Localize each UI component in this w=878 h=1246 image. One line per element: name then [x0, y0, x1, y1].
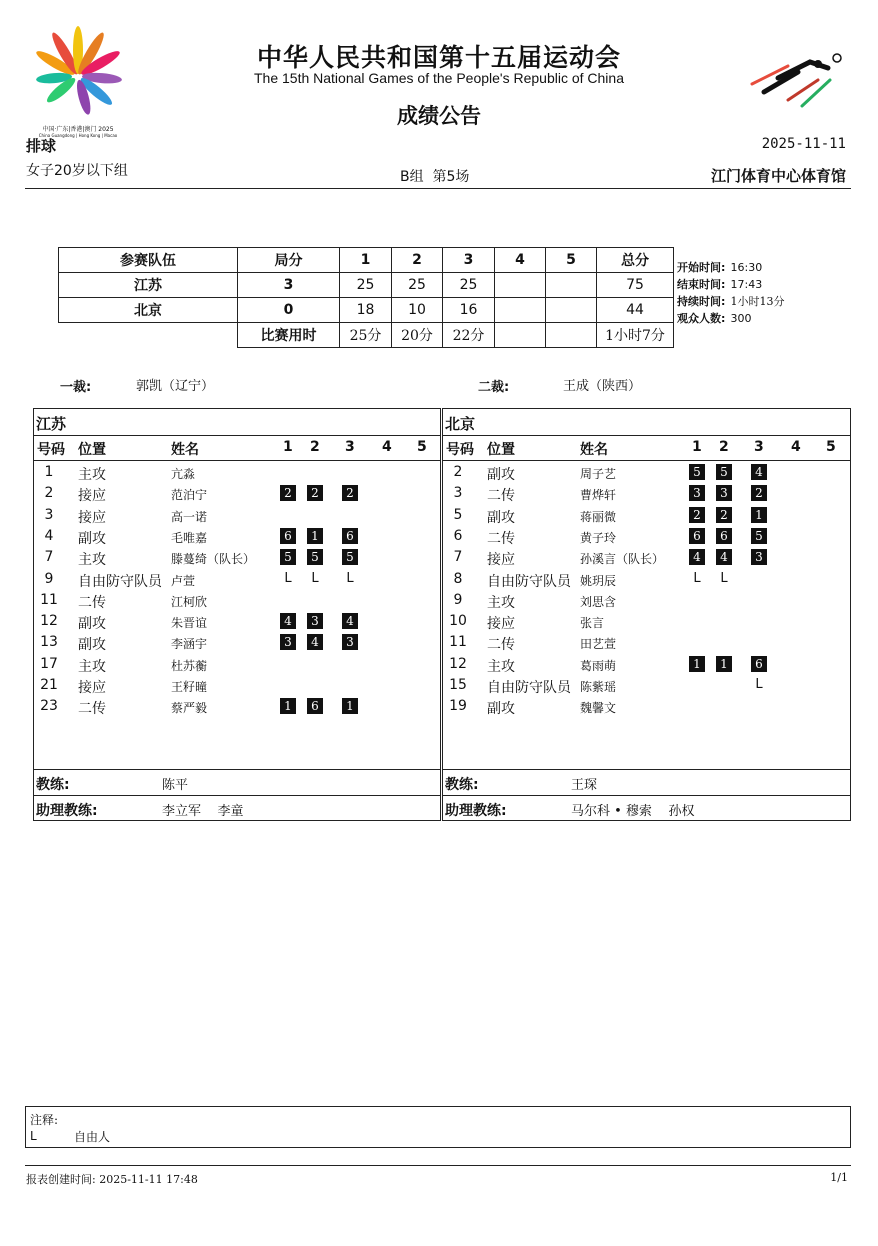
- player-name: 姚玥辰: [580, 573, 617, 588]
- player-position: 二传: [78, 594, 106, 611]
- starting-position: 2: [280, 485, 296, 501]
- starting-position: 1: [689, 656, 705, 672]
- player-row: [34, 654, 440, 675]
- player-row: [34, 462, 440, 483]
- total-score: 75: [597, 273, 674, 298]
- player-row: [443, 526, 850, 547]
- starting-position: 5: [342, 549, 358, 565]
- set-time: 25分: [340, 323, 392, 348]
- player-name: 刘思含: [580, 594, 617, 609]
- player-row: [443, 547, 850, 568]
- col-set3: 3: [443, 248, 495, 273]
- player-position: 主攻: [78, 552, 106, 569]
- player-row: [443, 675, 850, 696]
- player-position: 二传: [487, 530, 515, 547]
- starting-position: 1: [716, 656, 732, 672]
- player-row: [34, 547, 440, 568]
- starting-position: 5: [689, 464, 705, 480]
- player-row: [443, 696, 850, 717]
- starting-position: 4: [689, 549, 705, 565]
- coach-label: 教练:: [36, 777, 70, 793]
- starting-position: 3: [716, 485, 732, 501]
- roster-divider: [34, 460, 440, 461]
- coach-name: 陈平: [162, 778, 189, 793]
- empty-cell: [59, 323, 238, 348]
- player-name: 张言: [580, 616, 605, 631]
- player-row: [443, 654, 850, 675]
- player-row: [34, 505, 440, 526]
- roster-divider: [443, 435, 850, 436]
- score-row-team2: [59, 298, 674, 323]
- starting-position: 1: [342, 698, 358, 714]
- score-time-row: [59, 323, 674, 348]
- header-divider: [25, 188, 851, 189]
- roster-team-name: 北京: [445, 415, 476, 433]
- player-row: [34, 526, 440, 547]
- score-row-team1: [59, 273, 674, 298]
- set-time: [546, 323, 597, 348]
- page-number: 1/1: [830, 1171, 848, 1184]
- set-time: 20分: [392, 323, 443, 348]
- score-table: [58, 247, 674, 348]
- starting-position: 6: [689, 528, 705, 544]
- player-number: 17: [40, 655, 58, 672]
- notes-value: 自由人: [74, 1130, 111, 1144]
- player-number: 10: [449, 613, 467, 630]
- starting-position: 5: [751, 528, 767, 544]
- player-position: 副攻: [78, 530, 106, 547]
- total-time: 1小时7分: [597, 323, 674, 348]
- player-position: 副攻: [487, 509, 515, 526]
- player-number: 13: [40, 634, 58, 651]
- player-row: [443, 569, 850, 590]
- starting-position: 4: [716, 549, 732, 565]
- assistant-label: 助理教练:: [445, 803, 507, 819]
- player-name: 葛雨萌: [580, 658, 617, 673]
- col-sets: 局分: [238, 248, 340, 273]
- starting-position: 4: [751, 464, 767, 480]
- player-name: 高一诺: [171, 509, 208, 524]
- col-number: 号码: [446, 442, 474, 458]
- info-duration: 持续时间: 1小时13分: [677, 295, 785, 308]
- col-set1: 1: [340, 248, 392, 273]
- notes-box: [25, 1106, 851, 1148]
- col-set: 1: [283, 439, 293, 455]
- player-position: 主攻: [78, 658, 106, 675]
- set-score: 10: [392, 298, 443, 323]
- player-name: 滕蔓绮（队长）: [171, 552, 256, 567]
- libero-marker: L: [346, 570, 354, 586]
- player-position: 主攻: [78, 467, 106, 483]
- assistant-names: 李立军 李童: [162, 804, 244, 819]
- player-position: 二传: [78, 701, 106, 718]
- report-date: 2025-11-11: [761, 136, 846, 152]
- set-score: [546, 298, 597, 323]
- coach-row: [443, 769, 850, 795]
- event-name: 女子20岁以下组: [26, 163, 128, 179]
- player-name: 陈紫瑶: [580, 680, 617, 694]
- info-end: 结束时间: 17:43: [677, 278, 763, 291]
- first-referee: 郭凯（辽宁）: [136, 379, 215, 394]
- set-score: 16: [443, 298, 495, 323]
- set-score: 25: [392, 273, 443, 298]
- roster-divider: [34, 435, 440, 436]
- team-name: 北京: [59, 298, 238, 323]
- total-score: 44: [597, 298, 674, 323]
- player-position: 主攻: [487, 658, 515, 675]
- player-row: [443, 462, 850, 483]
- player-row: [34, 611, 440, 632]
- player-row: [443, 590, 850, 611]
- starting-position: 5: [280, 549, 296, 565]
- player-position: 副攻: [487, 467, 515, 483]
- player-number: 12: [449, 655, 467, 672]
- sets-won: 3: [238, 273, 340, 298]
- starting-position: 5: [716, 464, 732, 480]
- player-position: 自由防守队员: [487, 573, 571, 590]
- player-name: 周子艺: [580, 467, 617, 481]
- player-number: 3: [453, 485, 463, 502]
- sport-name: 排球: [26, 137, 57, 155]
- col-total: 总分: [597, 248, 674, 273]
- coach-label: 教练:: [445, 777, 479, 793]
- team-roster-home: [33, 408, 441, 821]
- starting-position: 6: [307, 698, 323, 714]
- starting-position: 2: [716, 507, 732, 523]
- set-score: 25: [443, 273, 495, 298]
- report-created: 报表创建时间: 2025-11-11 17:48: [26, 1173, 198, 1186]
- player-row: [34, 483, 440, 504]
- player-position: 自由防守队员: [487, 680, 571, 696]
- starting-position: 4: [307, 634, 323, 650]
- report-title: 成绩公告: [397, 104, 481, 128]
- col-set: 4: [791, 439, 801, 455]
- player-number: 12: [40, 613, 58, 630]
- player-row: [34, 590, 440, 611]
- team-roster-away: [442, 408, 851, 821]
- player-name: 卢萱: [171, 573, 196, 588]
- libero-marker: L: [720, 570, 728, 586]
- notes-label: 注释:: [30, 1113, 59, 1127]
- col-set: 5: [417, 439, 427, 455]
- notes-key: L: [30, 1129, 37, 1143]
- player-number: 23: [40, 698, 58, 715]
- player-name: 蒋丽微: [580, 509, 617, 524]
- starting-position: 2: [751, 485, 767, 501]
- starting-position: 2: [307, 485, 323, 501]
- player-number: 6: [453, 527, 463, 544]
- set-time: [495, 323, 546, 348]
- player-row: [34, 632, 440, 653]
- starting-position: 3: [280, 634, 296, 650]
- player-name: 黄子玲: [580, 530, 617, 545]
- player-number: 2: [44, 485, 54, 502]
- libero-marker: L: [311, 570, 319, 586]
- player-name: 江柯欣: [171, 594, 208, 609]
- player-row: [443, 632, 850, 653]
- player-number: 9: [453, 591, 463, 608]
- roster-team-name: 江苏: [36, 415, 67, 433]
- player-position: 副攻: [78, 616, 106, 633]
- player-number: 11: [449, 634, 467, 651]
- player-number: 8: [453, 570, 463, 587]
- player-name: 田艺萱: [580, 637, 617, 652]
- logo-caption-en: China Guangdong | Hong Kong | Macao: [38, 133, 118, 138]
- set-score: 18: [340, 298, 392, 323]
- player-position: 接应: [78, 509, 106, 526]
- assistant-row: [34, 795, 440, 821]
- player-number: 1: [44, 464, 54, 480]
- info-attendance: 观众人数: 300: [677, 312, 752, 325]
- col-set: 1: [692, 439, 702, 455]
- col-number: 号码: [37, 442, 65, 458]
- coach-row: [34, 769, 440, 795]
- assistant-names: 马尔科 • 穆索 孙权: [571, 804, 695, 819]
- player-position: 接应: [487, 616, 515, 633]
- player-name: 朱晋谊: [171, 616, 208, 631]
- player-name: 毛唯嘉: [171, 530, 208, 545]
- col-set: 3: [345, 439, 355, 455]
- player-row: [34, 696, 440, 717]
- starting-position: 6: [280, 528, 296, 544]
- assistant-row: [443, 795, 850, 821]
- player-number: 19: [449, 698, 467, 715]
- col-set: 2: [310, 439, 320, 455]
- libero-marker: L: [755, 677, 763, 692]
- player-name: 亢淼: [171, 467, 196, 481]
- score-header-row: [59, 248, 674, 273]
- col-set: 4: [382, 439, 392, 455]
- col-team: 参赛队伍: [59, 248, 238, 273]
- player-position: 自由防守队员: [78, 573, 162, 590]
- player-row: [443, 611, 850, 632]
- col-set: 3: [754, 439, 764, 455]
- info-start: 开始时间: 16:30: [677, 261, 763, 274]
- player-position: 接应: [487, 552, 515, 569]
- col-set: 5: [826, 439, 836, 455]
- col-name: 姓名: [580, 442, 608, 458]
- col-set: 2: [719, 439, 729, 455]
- player-position: 二传: [487, 637, 515, 654]
- col-position: 位置: [78, 442, 106, 458]
- player-number: 4: [44, 527, 54, 544]
- set-score: 25: [340, 273, 392, 298]
- col-set2: 2: [392, 248, 443, 273]
- set-score: [546, 273, 597, 298]
- starting-position: 6: [716, 528, 732, 544]
- player-number: 15: [449, 677, 467, 693]
- coach-name: 王琛: [571, 778, 598, 793]
- first-referee-label: 一裁:: [60, 380, 92, 395]
- starting-position: 6: [342, 528, 358, 544]
- starting-position: 1: [280, 698, 296, 714]
- col-set5: 5: [546, 248, 597, 273]
- assistant-label: 助理教练:: [36, 803, 98, 819]
- player-position: 二传: [487, 488, 515, 505]
- player-name: 魏馨文: [580, 701, 617, 716]
- col-position: 位置: [487, 442, 515, 458]
- group-match: B组 第5场: [400, 169, 470, 185]
- starting-position: 3: [307, 613, 323, 629]
- title-en: The 15th National Games of the People's Republic of China: [253, 70, 624, 86]
- player-row: [443, 505, 850, 526]
- roster-divider: [443, 460, 850, 461]
- player-number: 11: [40, 591, 58, 608]
- starting-position: 6: [751, 656, 767, 672]
- second-referee: 王成（陕西）: [563, 379, 642, 394]
- match-info: [677, 256, 857, 324]
- player-number: 7: [44, 549, 54, 566]
- player-number: 9: [44, 570, 54, 587]
- starting-position: 3: [342, 634, 358, 650]
- starting-position: 3: [689, 485, 705, 501]
- starting-position: 1: [751, 507, 767, 523]
- player-row: [443, 483, 850, 504]
- player-position: 接应: [78, 488, 106, 505]
- col-name: 姓名: [171, 442, 199, 458]
- title-cn: 中华人民共和国第十五届运动会: [256, 43, 621, 72]
- player-name: 李涵宇: [171, 637, 208, 652]
- set-score: [495, 273, 546, 298]
- starting-position: 5: [307, 549, 323, 565]
- player-name: 范泊宁: [171, 488, 208, 503]
- libero-marker: L: [284, 570, 292, 586]
- player-name: 蔡严毅: [171, 701, 208, 716]
- starting-position: 2: [342, 485, 358, 501]
- player-number: 21: [40, 677, 58, 693]
- starting-position: 4: [342, 613, 358, 629]
- sets-won: 0: [238, 298, 340, 323]
- player-position: 主攻: [487, 594, 515, 611]
- player-name: 孙溪言（队长）: [580, 552, 665, 567]
- set-time: 22分: [443, 323, 495, 348]
- logo-caption: 中国·广东|香港|澳门 2025: [42, 126, 114, 133]
- set-score: [495, 298, 546, 323]
- starting-position: 1: [307, 528, 323, 544]
- team-name: 江苏: [59, 273, 238, 298]
- player-number: 5: [453, 506, 463, 523]
- footer-divider: [25, 1165, 851, 1166]
- col-set4: 4: [495, 248, 546, 273]
- player-row: [34, 569, 440, 590]
- player-number: 7: [453, 549, 463, 566]
- player-name: 杜苏蘅: [171, 658, 208, 673]
- libero-marker: L: [693, 570, 701, 586]
- player-row: [34, 675, 440, 696]
- match-time-label: 比赛用时: [238, 323, 340, 348]
- second-referee-label: 二裁:: [478, 380, 510, 395]
- player-name: 王籽曈: [171, 680, 208, 694]
- starting-position: 4: [280, 613, 296, 629]
- starting-position: 2: [689, 507, 705, 523]
- starting-position: 3: [751, 549, 767, 565]
- player-name: 曹烨轩: [580, 488, 617, 503]
- player-number: 3: [44, 506, 54, 523]
- player-position: 接应: [78, 680, 106, 696]
- player-number: 2: [453, 464, 463, 480]
- player-position: 副攻: [78, 637, 106, 654]
- venue: 江门体育中心体育馆: [710, 167, 846, 185]
- player-position: 副攻: [487, 701, 515, 718]
